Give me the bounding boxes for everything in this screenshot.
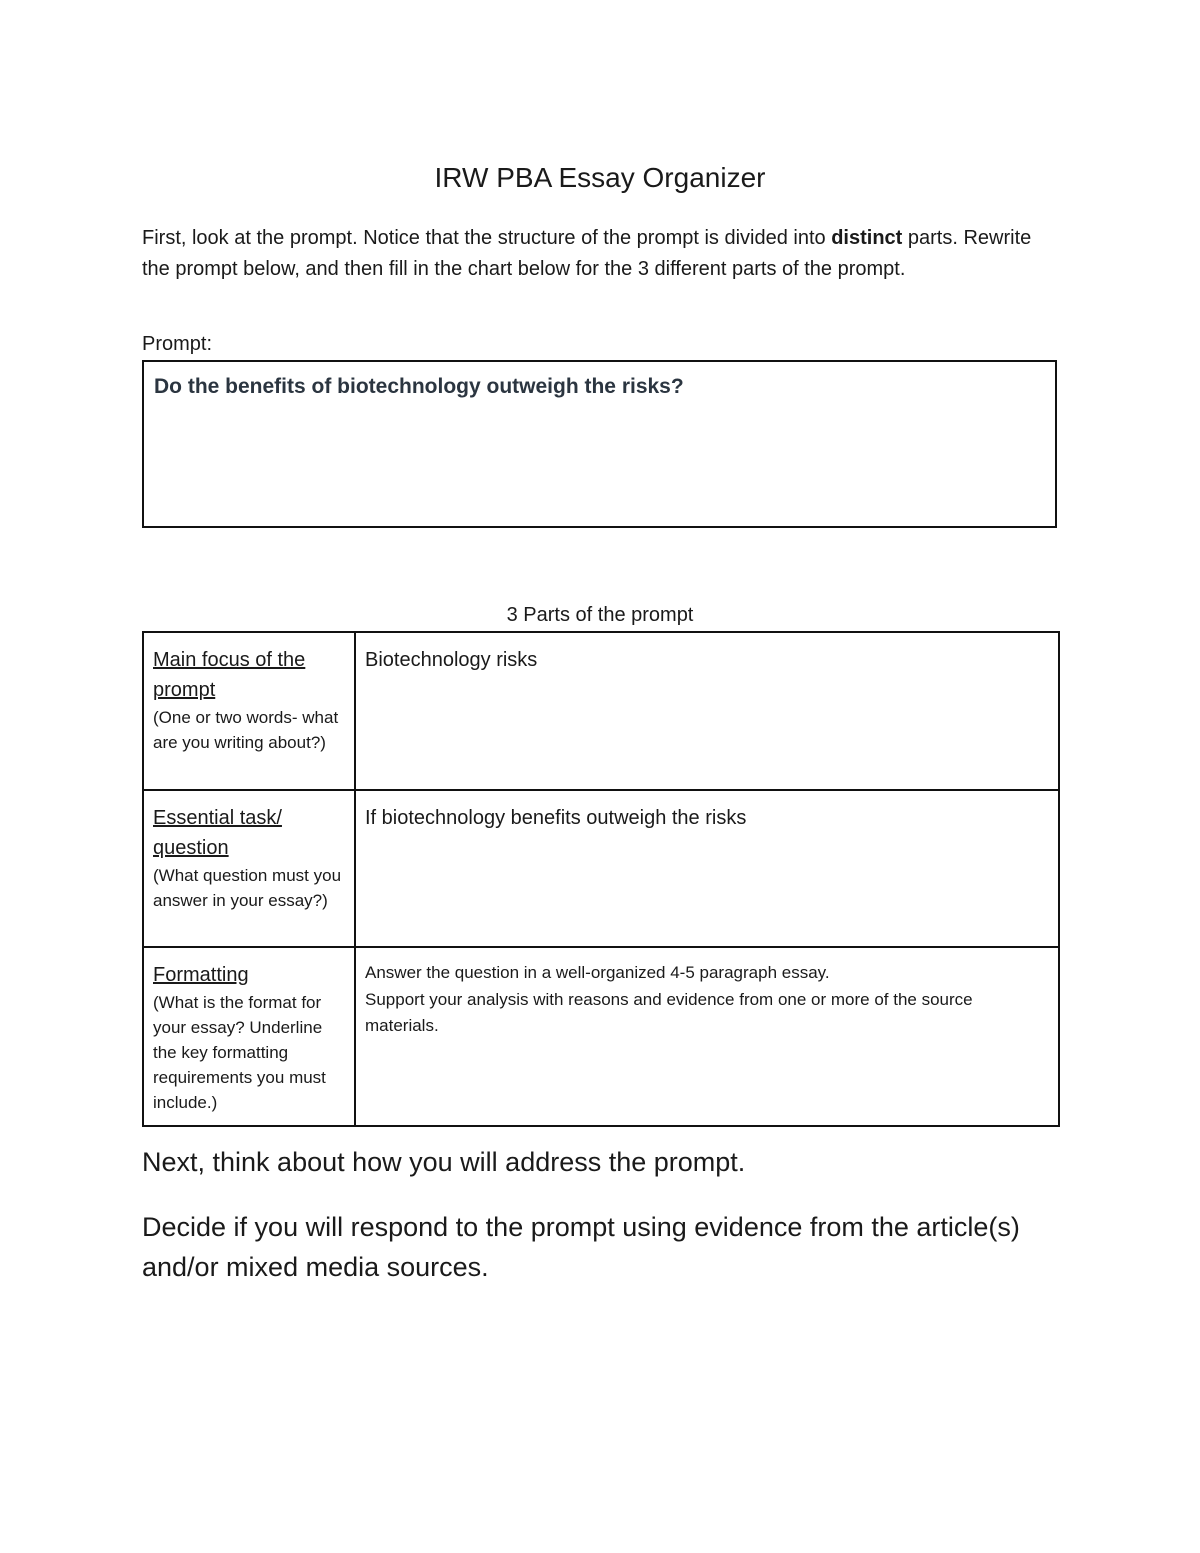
row-hint: (One or two words- what are you writing about?) (153, 708, 339, 752)
prompt-label: Prompt: (142, 333, 213, 355)
decide-text: Decide if you will respond to the prompt using evidence from the article(s) and/or mixed media sources. (142, 1212, 1020, 1282)
table-row (143, 632, 1059, 790)
row-answer: Biotechnology risks (365, 649, 538, 671)
table-row (143, 947, 1059, 1126)
table-row (143, 790, 1059, 947)
prompt-box (142, 360, 1057, 528)
prompt-text: Do the benefits of biotechnology outweigh the risks? (154, 375, 684, 398)
parts-table (142, 631, 1060, 1127)
row-answer-cell (355, 790, 1059, 947)
row-answer-cell (355, 947, 1059, 1126)
row-heading: Main focus of the prompt (153, 649, 306, 701)
intro-paragraph (142, 223, 1062, 284)
row-label-cell (143, 790, 355, 947)
next-step-text: Next, think about how you will address the prompt. (142, 1147, 746, 1177)
intro-text-start: First, look at the prompt. Notice that the structure of the prompt is divided into (142, 227, 832, 249)
page-title: IRW PBA Essay Organizer (434, 162, 766, 193)
row-answer: If biotechnology benefits outweigh the risks (365, 807, 747, 829)
row-heading: Essential task/ question (153, 807, 282, 859)
intro-emphasis: distinct (831, 227, 903, 249)
parts-caption: 3 Parts of the prompt (506, 604, 694, 626)
row-hint: (What question must you answer in your essay?) (153, 866, 342, 910)
row-label-cell (143, 632, 355, 790)
row-answer-cell (355, 632, 1059, 790)
row-answer-line: Answer the question in a well-organized 4-5 paragraph essay. (365, 963, 830, 982)
intro-text-end: parts. Rewrite the prompt below, and then fill in the chart below for the 3 different parts of the prompt. (142, 227, 1032, 280)
row-heading: Formatting (153, 964, 249, 986)
row-answer-line: Support your analysis with reasons and evidence from one or more of the source materials. (365, 989, 973, 1035)
row-hint: (What is the format for your essay? Underline the key formatting requirements you must include.) (153, 993, 326, 1112)
row-label-cell (143, 947, 355, 1126)
